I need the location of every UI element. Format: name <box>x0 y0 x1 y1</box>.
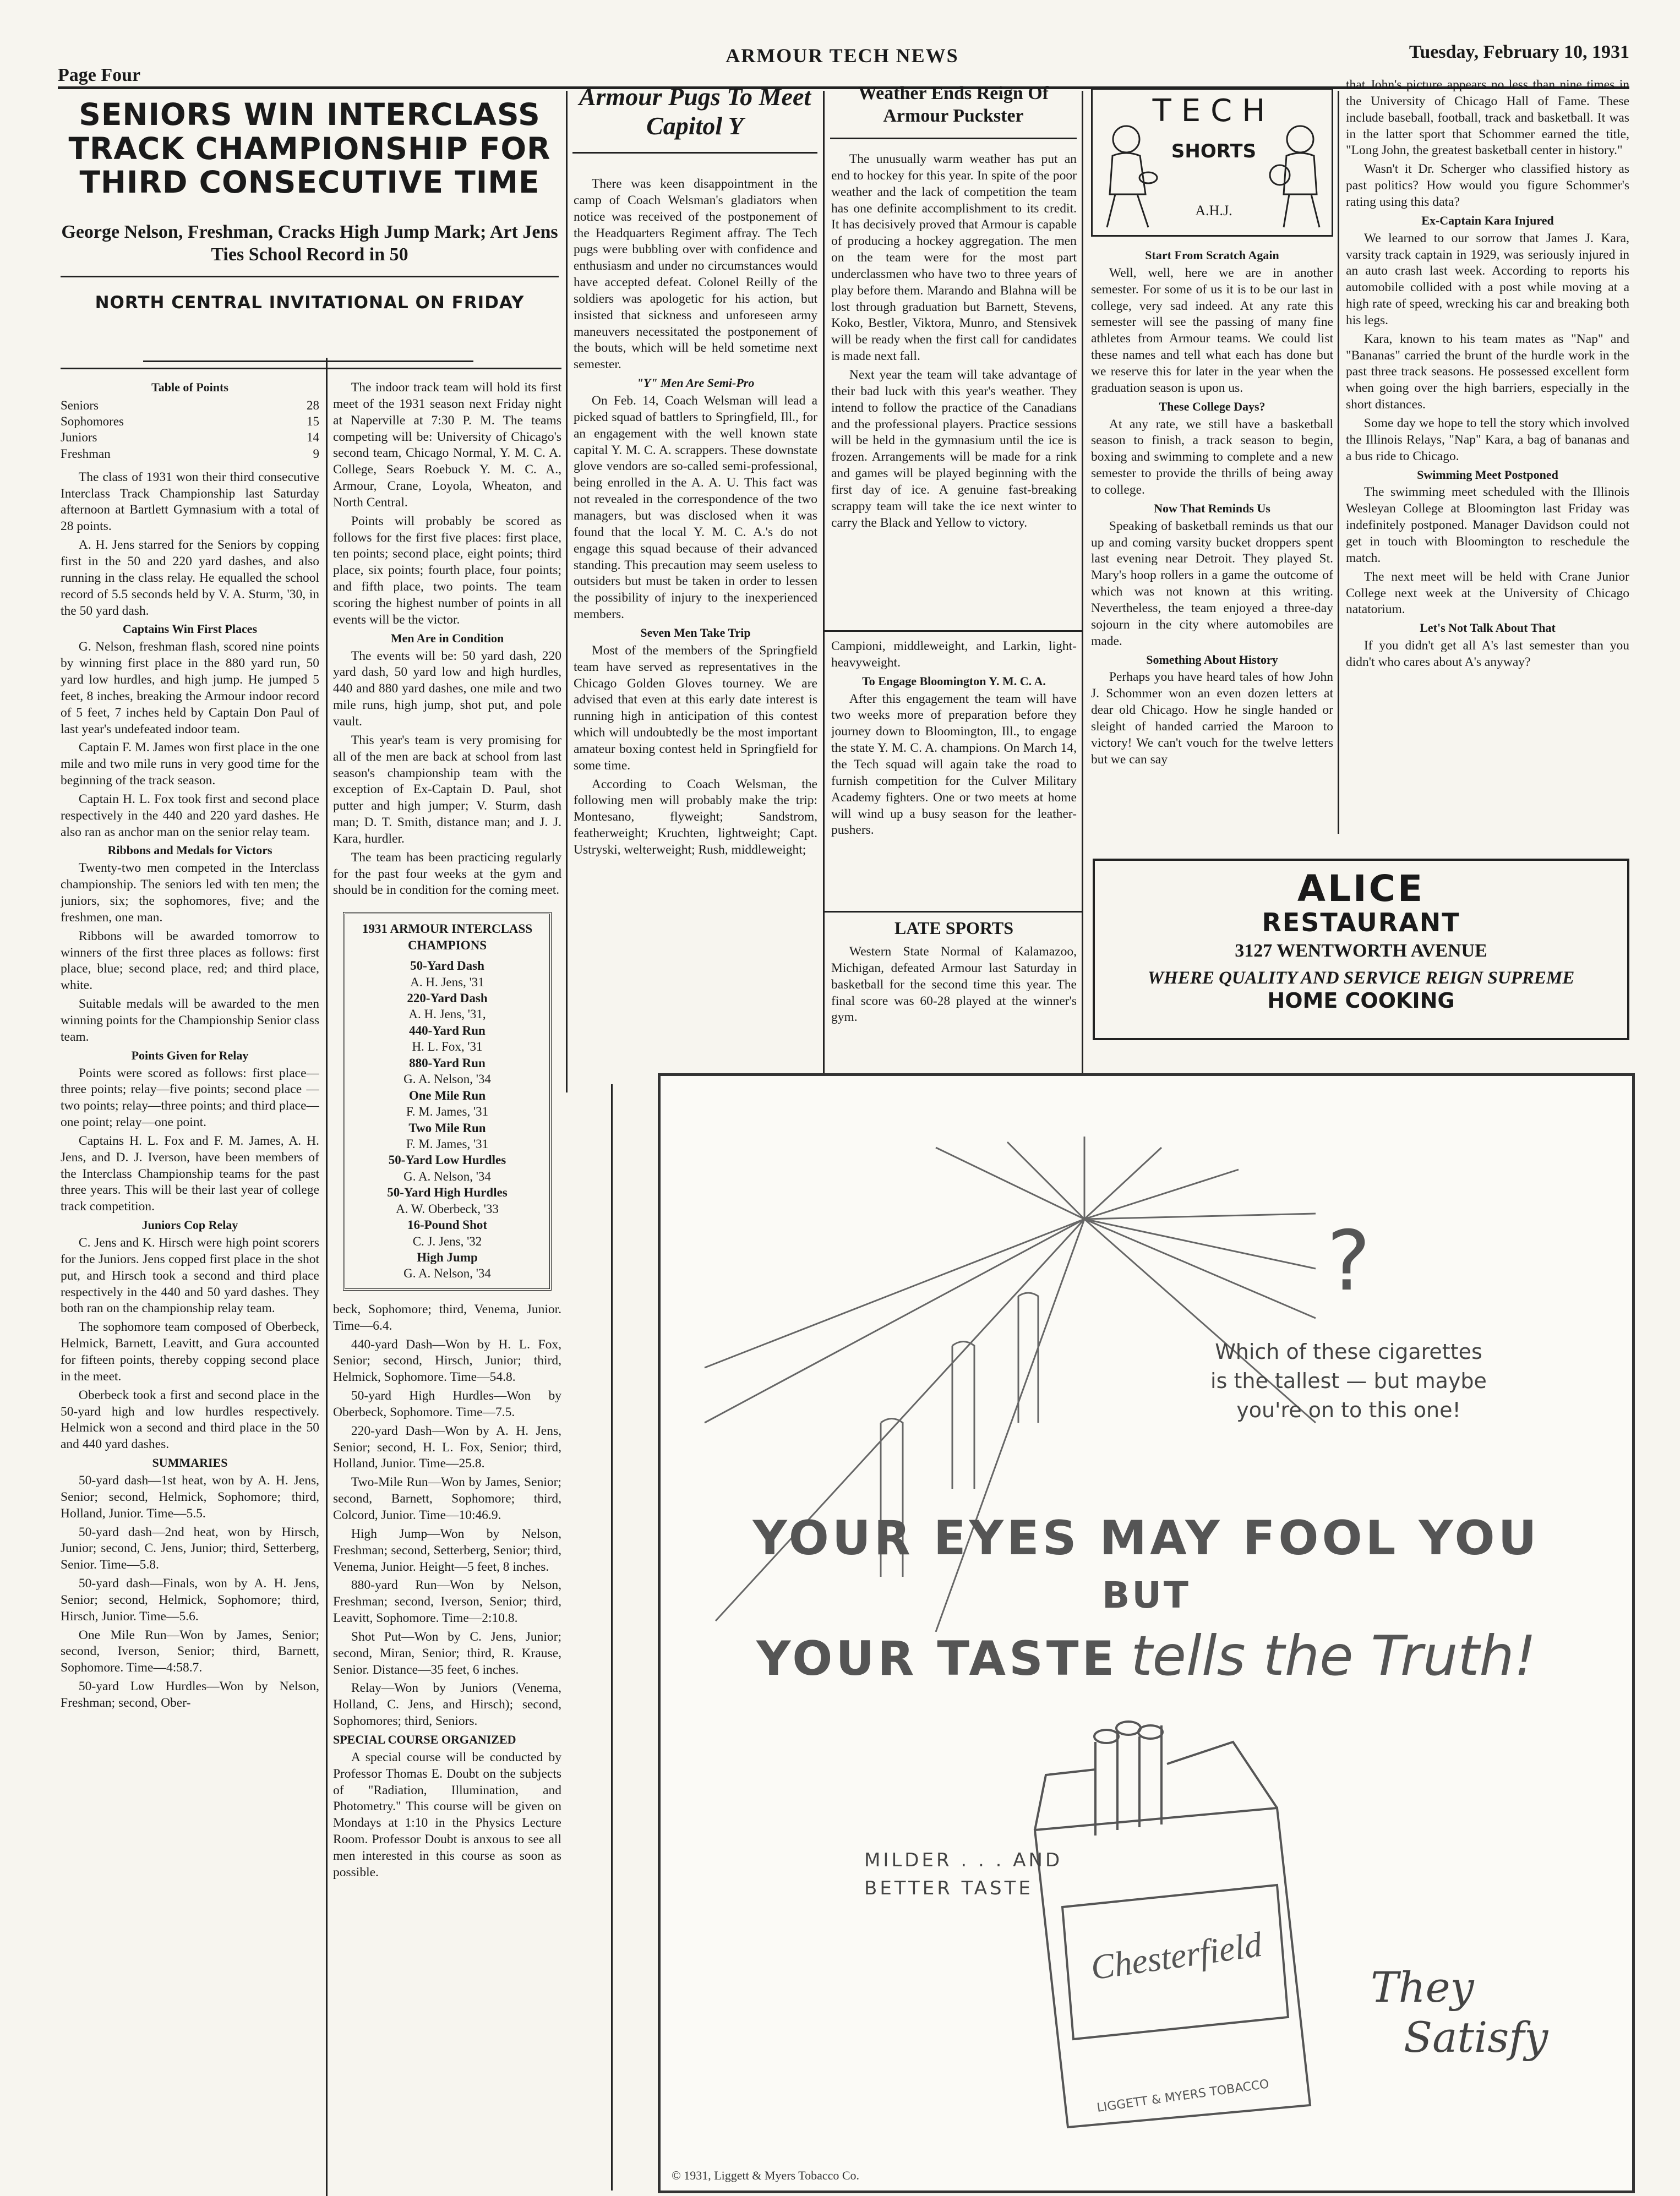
event-winner: G. A. Nelson, '34 <box>403 1072 491 1086</box>
paragraph: Points were scored as follows: first place—three points; relay—five points; second place — two points; relay—three points; and third place—one point; relay—one point. <box>61 1066 319 1130</box>
football-player-icon <box>1096 123 1162 233</box>
ad-line-3 <box>661 1624 1632 1688</box>
bar-rule <box>61 368 561 369</box>
summary: Relay—Won by Juniors (Venema, Holland, C. Jens, and Hirsch); second, Sophomores; third, Seniors. <box>333 1681 561 1729</box>
ad-address: 3127 WENTWORTH AVENUE <box>1235 941 1487 962</box>
event-name: 440-Yard Run <box>409 1023 486 1037</box>
table-row <box>61 446 319 462</box>
paragraph: At any rate, we still have a basketball season to finish, a track season to begin, boxing and swimming to complete and a new semester to provide the thrills of being away to college. <box>1091 417 1333 497</box>
table-row <box>61 397 319 413</box>
paragraph: Next year the team will take advantage of their bad luck with this year's weather. They intend to follow the practice of the Canadians and the professional players. Practice sessions will be held in the gymnasium until the ice is frozen. Arrangements will be made for a rink and games will be played beginning with the first day of ice. A genuine fast-breaking scrappy team will take the ice next winter to carry the Black and Yellow to victory. <box>831 367 1077 530</box>
column-rule <box>823 91 825 1079</box>
subhead: Seven Men Take Trip <box>640 625 751 640</box>
pugs-article <box>574 176 817 1079</box>
hockey-article <box>831 151 1077 625</box>
signature-line: They <box>1371 1963 1474 2012</box>
paragraph: Campioni, middleweight, and Larkin, light-heavyweight. <box>831 639 1077 670</box>
subhead: Something About History <box>1146 652 1278 667</box>
champions-box <box>343 912 552 1291</box>
section-rule <box>825 630 1082 632</box>
column-rule <box>1338 91 1339 834</box>
subhead: Now That Reminds Us <box>1154 501 1270 515</box>
event-winner: A. W. Oberbeck, '33 <box>396 1201 499 1216</box>
summary: 440-yard Dash—Won by H. L. Fox, Senior; second, Hirsch, Junior; third, Helmick, Sophomore. Time—54.8. <box>333 1337 561 1385</box>
paragraph: If you didn't get all A's last semester than you didn't who cares about A's anyway? <box>1346 638 1629 669</box>
paragraph: Kara, known to his team mates as "Nap" and "Bananas" carried the brunt of the hurdle work in the past three track seasons. He possessed excellent form when going over the high barriers, especially in the short distances. <box>1346 331 1629 412</box>
headline-rule <box>830 138 1077 139</box>
paragraph: Some day we hope to tell the story which involved the Illinois Relays, "Nap" Kara, a bag of bananas and a bus ride to Chicago. <box>1346 416 1629 463</box>
paragraph: C. Jens and K. Hirsch were high point scorers for the Juniors. Jens copped first place in the shot put, and Hirsch took a second and third place respectively in the 440 and 50 yard dashes. They both ran on the championship relay team. <box>61 1236 319 1316</box>
paragraph: According to Coach Welsman, the following men will probably make the trip: Montesano, flyweight; Sandstrom, featherweight; Kruchten, lightweight; Capt. Ustryski, welterweight; Rush, middleweight; <box>574 777 817 857</box>
team-name: Juniors <box>61 430 97 445</box>
ad-kind: RESTAURANT <box>1262 908 1460 938</box>
paragraph: A. H. Jens starred for the Seniors by copping first in the 50 and 220 yard dashes, and also running in the class relay. He equalled the school record of 5.5 seconds held by V. A. Sturm, '30, in the 50 yard dash. <box>61 538 319 618</box>
event-winner: C. J. Jens, '32 <box>412 1234 482 1248</box>
paragraph: On Feb. 14, Coach Welsman will lead a picked squad of battlers to Springfield, Ill., for an engagement with the well known state capital Y. M. C. A. scrappers. These downstate glove vendors are so-called semi-professional, being enrolled in the A. A. U. This fact was not revealed in the correspondence of the two managers, but was disclosed when it was found that the local Y. M. C. A.'s do not engage this squad because of their advanced standing. This precaution may seem useless to outsiders but must be taken in order to lessen the possibility of injury to the inexperienced members. <box>574 394 817 622</box>
subhead: Men Are in Condition <box>390 631 504 645</box>
event-name: High Jump <box>417 1250 478 1264</box>
column-rule <box>1082 91 1083 1079</box>
chesterfield-ad <box>658 1073 1635 2193</box>
basketball-player-icon <box>1264 123 1330 233</box>
paragraph: Twenty-two men competed in the Interclass championship. The seniors led with ten men; the juniors, six; the sophomores, five; and the freshmen, one man. <box>61 861 319 925</box>
subhead: SUMMARIES <box>152 1456 228 1470</box>
summary: Two-Mile Run—Won by James, Senior; second, Barnett, Sophomore; third, Colcord, Junior. Time—10:46.9. <box>333 1475 561 1522</box>
pugs-headline: Armour Pugs To Meet Capitol Y <box>579 83 811 140</box>
signature-line: Satisfy <box>1404 2013 1548 2062</box>
deck-rule <box>61 276 559 277</box>
logo-initials: A.H.J. <box>1195 203 1232 218</box>
event-winner: F. M. James, '31 <box>406 1105 489 1119</box>
paragraph: Most of the members of the Springfield team have served as representatives in the Chicago Golden Gloves tourney. We are advised that even at this early date interest is running high in anticipation of this contest which will undoubtedly be the most important amateur boxing contest held in Springfield for some time. <box>574 643 817 773</box>
hockey-headline-block <box>830 83 1077 139</box>
late-sports-article <box>831 944 1077 1081</box>
team-name: Freshman <box>61 446 111 461</box>
paragraph: Points will probably be scored as follows for the first five places: first place, ten points; second place, eight points; third place, six points; fourth place, four points; and fifth place, two points. The team scoring the highest number of points in all events will be the victor. <box>333 514 561 627</box>
summary: 50-yard High Hurdles—Won by Oberbeck, Sophomore. Time—7.5. <box>333 1389 561 1419</box>
page-number: Page Four <box>58 65 141 85</box>
milder-line: MILDER . . . AND <box>864 1849 1063 1871</box>
summary: 220-yard Dash—Won by A. H. Jens, Senior; second, H. L. Fox, Senior; third, Holland, Junior. Time—25.8. <box>333 1423 561 1471</box>
tease-line: Which of these cigarettes <box>1215 1340 1482 1364</box>
paragraph: Western State Normal of Kalamazoo, Michigan, defeated Armour last Saturday in basketball for the second time this year. The final score was 60-28 played at the winner's gym. <box>831 944 1077 1025</box>
paragraph: Captain H. L. Fox took first and second place respectively in the 440 and 220 yard dashes. He also ran as anchor man on the senior relay team. <box>61 791 319 839</box>
logo-shorts: SHORTS <box>1171 140 1257 162</box>
tease-line: you're on to this one! <box>1236 1398 1461 1423</box>
ad-signature <box>1371 1962 1569 2062</box>
event-winner: A. H. Jens, '31, <box>408 1007 486 1021</box>
paragraph: Wasn't it Dr. Scherger who classified history as past politics? How would you figure Schommer's rating using this data? <box>1346 162 1629 209</box>
paragraph: The unusually warm weather has put an end to hockey for this year. In spite of the poor weather and the lack of competition the team has one definite accomplishment to its credit. It has decisively proved that Armour is capable of producing a hockey aggregation. The men on the team were for the most part underclassmen who have two to three years of play before them. Marando and Blahna will be lost through graduation but Barnett, Stevens, Koko, Bestler, Viktora, Munro, and Stensivek will be ready when the first call for candidates is made next fall. <box>831 152 1077 364</box>
issue-date: Tuesday, February 10, 1931 <box>1409 42 1629 62</box>
paragraph: Well, well, here we are in another semester. For some of us it is to be our last in college, very sad indeed. At any rate this semester will see the passing of many fine athletes from Armour teams. We could list these names and tell what each has done but we reserve this for later in the year when the graduation season is upon us. <box>1091 265 1333 395</box>
subhead: Points Given for Relay <box>131 1048 249 1062</box>
event-winner: F. M. James, '31 <box>406 1137 489 1151</box>
tech-shorts-logo <box>1091 88 1333 237</box>
subhead: Captains Win First Places <box>122 622 258 636</box>
ad-line-2: BUT <box>1102 1574 1191 1616</box>
event-name: 50-Yard High Hurdles <box>387 1186 508 1200</box>
team-points: 9 <box>313 446 319 461</box>
paragraph: Speaking of basketball reminds us that our up and coming varsity bucket droppers spent last evening near Detroit. They played St. Mary's hoop rollers in a game the outcome of which was not known at this writing. Nevertheless, the team enjoyed a three-day sojourn in the city where automobiles are made. <box>1091 518 1333 648</box>
subhead: Ribbons and Medals for Victors <box>107 843 272 857</box>
champions-title: 1931 ARMOUR INTERCLASS CHAMPIONS <box>362 922 533 952</box>
subhead: To Engage Bloomington Y. M. C. A. <box>862 674 1046 688</box>
track-bar-head: NORTH CENTRAL INVITATIONAL ON FRIDAY <box>95 293 525 313</box>
ad-line-1: YOUR EYES MAY FOOL YOU <box>752 1511 1540 1566</box>
ad-food: HOME COOKING <box>1267 988 1455 1013</box>
headline-rule <box>143 360 473 362</box>
ad-copyright: © 1931, Liggett & Myers Tobacco Co. <box>672 2168 860 2182</box>
milder-line: BETTER TASTE <box>864 1877 1033 1899</box>
summary: 50-yard Low Hurdles—Won by Nelson, Freshman; second, Ober- <box>61 1679 319 1710</box>
tech-shorts-column-continued <box>1346 77 1629 831</box>
event-name: 50-Yard Dash <box>410 959 484 973</box>
headline-rule <box>572 152 817 154</box>
paragraph: The next meet will be held with Crane Junior College next week at the University of Chicago natatorium. <box>1346 569 1629 617</box>
summary: High Jump—Won by Nelson, Freshman; second, Setterberg, Senior; third, Venema, Junior. Height—5 feet, 8 inches. <box>333 1526 561 1574</box>
paragraph: Perhaps you have heard tales of how John J. Schommer won an even dozen letters at dear old Chicago. How he single handed or sleight of handed carried the Maroon to victory! We can't vouch for the twelve letters but we can say <box>1091 670 1333 767</box>
column-rule <box>566 91 568 1092</box>
paragraph: The events will be: 50 yard dash, 220 yard dash, 50 yard low and high hurdles, 440 and 880 yard dashes, one mile and two mile runs, high jump, shot put, and pole vault. <box>333 648 561 729</box>
paragraph: The swimming meet scheduled with the Illinois Wesleyan College at Bloomington last Friday was indefinitely postponed. Manager Davidson could not get in touch with Bloomington to reschedule the match. <box>1346 485 1629 565</box>
paragraph: G. Nelson, freshman flash, scored nine points by winning first place in the 880 yard run, 50 yard low hurdles, and high jump. He jumped 5 feet, 8 inches, breaking the Armour indoor record of 5 feet, 7 inches held by Captain Don Paul of last year's undefeated indoor team. <box>61 640 319 736</box>
pugs-continued <box>831 638 1077 925</box>
table-row <box>61 413 319 429</box>
summary: 880-yard Run—Won by Nelson, Freshman; second, Iverson, Senior; third, Leavitt, Sophomore. Time—2:10.8. <box>333 1578 561 1626</box>
summary: Shot Put—Won by C. Jens, Junior; second, Miran, Senior; third, R. Krause, Senior. Distance—35 feet, 6 inches. <box>333 1629 561 1677</box>
newspaper-name: ARMOUR TECH NEWS <box>726 45 959 67</box>
tease-line: is the tallest — but maybe <box>1210 1369 1487 1394</box>
question-mark: ? <box>1327 1214 1371 1309</box>
event-winner: H. L. Fox, '31 <box>412 1040 483 1054</box>
team-points: 14 <box>307 430 319 445</box>
summary: beck, Sophomore; third, Venema, Junior. Time—6.4. <box>333 1302 561 1333</box>
pack-maker: LIGGETT & MYERS TOBACCO <box>1096 2077 1270 2115</box>
hockey-headline: Weather Ends Reign Of Armour Puckster <box>858 83 1049 126</box>
paragraph: Suitable medals will be awarded to the men winning points for the Championship Senior class team. <box>61 997 319 1044</box>
team-points: 15 <box>307 414 319 429</box>
team-points: 28 <box>307 398 319 412</box>
subhead: "Y" Men Are Semi-Pro <box>636 376 755 390</box>
summary: 50-yard dash—Finals, won by A. H. Jens, Senior; second, Helmick, Sophomore; third, Hirsch, Junior. Time—5.6. <box>61 1576 319 1624</box>
section-rule <box>825 911 1082 913</box>
pack-brand: Chesterfield <box>1088 1924 1264 1987</box>
subhead: Ex-Captain Kara Injured <box>1421 213 1554 227</box>
track-headline: SENIORS WIN INTERCLASS TRACK CHAMPIONSHIP FOR THIRD CONSECUTIVE TIME <box>68 97 551 200</box>
event-name: One Mile Run <box>408 1088 486 1102</box>
late-sports-headline: LATE SPORTS <box>894 918 1014 938</box>
paragraph: The class of 1931 won their third consecutive Interclass Track Championship last Saturday afternoon at Bartlett Gymnasium with a total of 28 points. <box>61 469 319 534</box>
summary: 50-yard dash—1st heat, won by A. H. Jens, Senior; second, Helmick, Sophomore; third, Holland, Junior. Time—5.5. <box>61 1473 319 1521</box>
paragraph: Oberbeck took a first and second place in the 50-yard high and low hurdles respectively. Helmick won a second and third place in the 50 and 440 yard dashes. <box>61 1387 319 1452</box>
ad-line-3b: tells the Truth! <box>1131 1624 1536 1688</box>
paragraph: The sophomore team composed of Oberbeck, Helmick, Barnett, Leavitt, and Gura accounted for fifteen points, thereby copping second place in the meet. <box>61 1320 319 1384</box>
paragraph: Ribbons will be awarded tomorrow to winners of the first three places as follows: first place, blue; second place, red; and third place, white. <box>61 928 319 993</box>
paragraph: Captain F. M. James won first place in the one mile and two mile runs in very good time for the beginning of the track season. <box>61 740 319 788</box>
paragraph: The team has been practicing regularly for the past four weeks at the gym and should be in condition for the coming meet. <box>333 850 561 898</box>
table-of-points-title: Table of Points <box>151 380 228 394</box>
paragraph: that John's picture appears no less than nine times in the University of Chicago Hall of Fame. These include baseball, football, track and basketball. It was in the latter sport that Schommer earned the title, "Long John, the greatest basketball center in history." <box>1346 78 1629 158</box>
event-name: 880-Yard Run <box>409 1056 486 1070</box>
team-name: Sophomores <box>61 414 124 429</box>
column-rule <box>611 1084 613 2190</box>
cigarette-pack-illustration <box>1002 1709 1343 2138</box>
tech-shorts-column <box>1091 248 1333 831</box>
ad-milder <box>864 1847 1084 1903</box>
paragraph: After this engagement the team will have two weeks more of preparation before they journey down to Bloomington, Ill., to engage the state Y. M. C. A. champions. On March 14, the Tech squad will again take the road to furnish competition for the Culver Military Academy fighters. One or two meets at home will wind up a busy season for the leather-pushers. <box>831 691 1077 838</box>
ad-name: ALICE <box>1297 867 1425 910</box>
track-deck: George Nelson, Freshman, Cracks High Jump Mark; Art Jens Ties School Record in 50 <box>61 221 558 265</box>
summary: One Mile Run—Won by James, Senior; second, Iverson, Senior; third, Barnett, Sophomore. Time—4:58.7. <box>61 1627 319 1675</box>
event-name: 16-Pound Shot <box>407 1218 488 1232</box>
event-name: 220-Yard Dash <box>407 991 488 1005</box>
logo-tech: TECH <box>1152 93 1275 129</box>
points-table <box>61 397 319 462</box>
event-winner: A. H. Jens, '31 <box>410 975 484 989</box>
subhead: SPECIAL COURSE ORGANIZED <box>333 1732 516 1746</box>
pugs-headline-block <box>572 83 817 154</box>
table-row <box>61 429 319 445</box>
paragraph: We learned to our sorrow that James J. Kara, varsity track captain in 1929, was seriously injured in an auto crash last week. According to reports his automobile collided with a post while moving at a high rate of speed, wrecking his car and breaking both his legs. <box>1346 231 1629 327</box>
event-winner: G. A. Nelson, '34 <box>403 1169 491 1183</box>
summary: 50-yard dash—2nd heat, won by Hirsch, Junior; second, C. Jens, Junior; third, Setterberg, Senior. Time—5.8. <box>61 1525 319 1572</box>
team-name: Seniors <box>61 398 99 412</box>
subhead: Swimming Meet Postponed <box>1417 467 1558 482</box>
event-name: Two Mile Run <box>408 1121 486 1135</box>
subhead: Start From Scratch Again <box>1145 248 1279 262</box>
event-name: 50-Yard Low Hurdles <box>388 1153 506 1167</box>
subhead: These College Days? <box>1159 399 1266 413</box>
ad-line-3a: YOUR TASTE <box>756 1631 1118 1686</box>
ad-tease <box>1156 1337 1541 1425</box>
event-winner: G. A. Nelson, '34 <box>403 1266 491 1281</box>
subhead: Juniors Cop Relay <box>141 1218 238 1232</box>
paragraph: There was keen disappointment in the camp of Coach Welsman's gladiators when notice was received of the postponement of the Headquarters Regiment affray. The Tech pugs were bubbling over with confidence and enthusiasm and under no circumstances would have accepted defeat. Colonel Reilly of the soldiers was apologetic for his action, but insisted that sickness and unforeseen army maneuvers necessitated the postponement of the bouts, which will be held sometime next semester. <box>574 177 817 372</box>
track-headline-block <box>61 98 559 313</box>
track-column-2 <box>333 380 561 2190</box>
alice-restaurant-ad <box>1093 859 1629 1040</box>
paragraph: Captains H. L. Fox and F. M. James, A. H. Jens, and D. J. Iverson, have been members of the Interclass Championship teams for the past three years. This will be their last year of college track competition. <box>61 1133 319 1214</box>
subhead: Let's Not Talk About That <box>1420 621 1556 635</box>
paragraph: This year's team is very promising for all of the men are back at school from last season's championship team with the exception of Ex-Captain D. Paul, shot putter and high jumper; V. Sturm, dash man; D. T. Smith, distance man; and J. J. Kara, hurdler. <box>333 733 561 846</box>
ad-slogan: WHERE QUALITY AND SERVICE REIGN SUPREME <box>1147 968 1575 988</box>
paragraph: The indoor track team will hold its first meet of the 1931 season next Friday night at Naperville at 7:30 P. M. The teams competing will be: University of Chicago's second team, Chicago Normal, Y. M. C. A. College, Sears Roebuck Y. M. C. A., Armour, Crane, Loyola, Wheaton, and North Central. <box>333 380 561 510</box>
paragraph: A special course will be conducted by Professor Thomas E. Doubt on the subjects of "Radiation, Illumination, and Photometry." This course will be given on Mondays at 1:10 in the Physics Lecture Room. Professor Doubt is anxous to see all men interested in this course as soon as possible. <box>333 1750 561 1880</box>
column-rule <box>326 358 328 2196</box>
track-column-1 <box>61 380 319 2190</box>
